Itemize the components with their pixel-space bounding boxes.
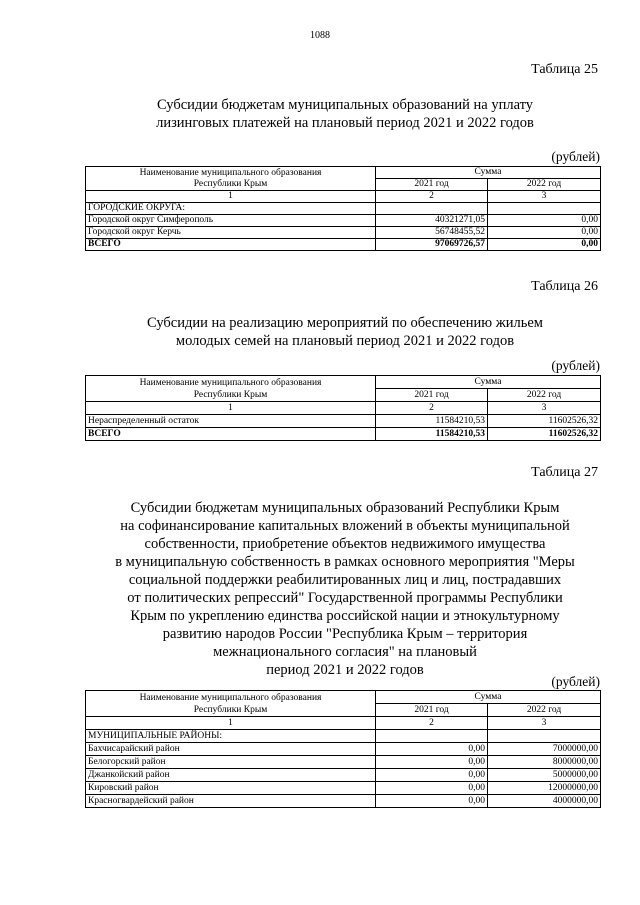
row-value-2022 — [488, 730, 601, 743]
row-name: Белогорский район — [86, 756, 376, 769]
sum-header: Сумма — [376, 691, 601, 704]
row-value-2022: 0,00 — [488, 215, 601, 227]
year-2021-header: 2021 год — [376, 704, 488, 717]
year-2022-header: 2022 год — [488, 389, 601, 402]
table-row — [86, 215, 601, 227]
column-number: 2 — [376, 717, 488, 730]
row-value-2022: 8000000,00 — [488, 756, 601, 769]
column-number: 3 — [488, 402, 601, 415]
row-name: ГОРОДСКИЕ ОКРУГА: — [86, 203, 376, 215]
total-row — [86, 428, 601, 441]
title-line: молодых семей на плановый период 2021 и 2022 годов — [175, 333, 515, 349]
title-line: развитию народов России "Республика Крым – территория — [162, 626, 528, 642]
title-line: Субсидии бюджетам муниципальных образований на уплату — [156, 97, 534, 113]
table-26 — [85, 375, 601, 441]
title-line: лизинговых платежей на плановый период 2021 и 2022 годов — [156, 115, 534, 131]
header-row — [86, 167, 601, 179]
row-value-2022: 11602526,32 — [488, 428, 601, 441]
table-27-label: Таблица 27 — [531, 465, 598, 480]
table-26-title — [60, 314, 630, 350]
header-row — [86, 376, 601, 389]
table-row — [86, 782, 601, 795]
title-line: социальной поддержки реабилитированных лиц и лиц, пострадавших — [128, 572, 562, 588]
row-value-2022: 0,00 — [488, 227, 601, 239]
table-25-label: Таблица 25 — [531, 62, 598, 77]
name-header — [86, 167, 376, 191]
table-row — [86, 227, 601, 239]
name-header-line1: Наименование муниципального образования — [139, 692, 322, 703]
row-value-2022: 7000000,00 — [488, 743, 601, 756]
column-number-row — [86, 191, 601, 203]
column-number: 3 — [488, 191, 601, 203]
row-value-2021: 0,00 — [376, 795, 488, 808]
row-name: Красногвардейский район — [86, 795, 376, 808]
column-number: 3 — [488, 717, 601, 730]
name-header — [86, 691, 376, 717]
table-row — [86, 203, 601, 215]
total-row — [86, 239, 601, 251]
sum-header: Сумма — [376, 376, 601, 389]
table-26-label: Таблица 26 — [531, 279, 598, 294]
column-number: 1 — [86, 191, 376, 203]
row-name: Бахчисарайский район — [86, 743, 376, 756]
row-value-2022: 0,00 — [488, 239, 601, 251]
title-line: собственности, приобретение объектов недвижимого имущества — [144, 536, 546, 552]
row-value-2021: 0,00 — [376, 743, 488, 756]
table-row — [86, 743, 601, 756]
row-value-2022 — [488, 203, 601, 215]
table-27 — [85, 690, 601, 808]
title-line: Крым по укреплению единства российской нации и этнокультурному — [130, 608, 560, 624]
name-header-line1: Наименование муниципального образования — [139, 377, 322, 388]
sum-header: Сумма — [376, 167, 601, 179]
row-value-2021: 0,00 — [376, 769, 488, 782]
year-2022-header: 2022 год — [488, 704, 601, 717]
row-name: Городской округ Керчь — [86, 227, 376, 239]
name-header-line2: Республики Крым — [193, 178, 268, 189]
name-header-line2: Республики Крым — [193, 704, 268, 715]
page-number: 1088 — [310, 30, 330, 41]
table-row — [86, 769, 601, 782]
table-row — [86, 756, 601, 769]
table-25-units: (рублей) — [551, 149, 600, 164]
row-value-2021 — [376, 730, 488, 743]
row-value-2021: 11584210,53 — [376, 415, 488, 428]
row-value-2021: 97069726,57 — [376, 239, 488, 251]
name-header — [86, 376, 376, 402]
row-value-2021: 0,00 — [376, 782, 488, 795]
row-name: МУНИЦИПАЛЬНЫЕ РАЙОНЫ: — [86, 730, 376, 743]
title-line: в муниципальную собственность в рамках основного мероприятия "Меры — [115, 554, 575, 570]
name-header-line2: Республики Крым — [193, 389, 268, 400]
year-2021-header: 2021 год — [376, 389, 488, 402]
column-number: 2 — [376, 191, 488, 203]
table-26-units: (рублей) — [551, 358, 600, 373]
title-line: межнационального согласия" на плановый — [213, 644, 477, 660]
row-name: Городской округ Симферополь — [86, 215, 376, 227]
title-line: от политических репрессий" Государственной программы Республики — [127, 590, 563, 606]
row-value-2021: 40321271,05 — [376, 215, 488, 227]
row-value-2021: 11584210,53 — [376, 428, 488, 441]
column-number-row — [86, 402, 601, 415]
row-value-2022: 4000000,00 — [488, 795, 601, 808]
table-row — [86, 795, 601, 808]
row-value-2022: 12000000,00 — [488, 782, 601, 795]
table-25-title — [60, 96, 630, 132]
row-value-2021: 0,00 — [376, 756, 488, 769]
column-number: 1 — [86, 717, 376, 730]
table-row — [86, 415, 601, 428]
year-2022-header: 2022 год — [488, 179, 601, 191]
table-27-title — [60, 499, 630, 679]
title-line: на софинансирование капитальных вложений в объекты муниципальной — [120, 518, 570, 534]
name-header-line1: Наименование муниципального образования — [139, 167, 322, 178]
row-name: Нераспределенный остаток — [86, 415, 376, 428]
table-25 — [85, 166, 601, 251]
column-number-row — [86, 717, 601, 730]
table-row — [86, 730, 601, 743]
row-name: Кировский район — [86, 782, 376, 795]
row-value-2022: 5000000,00 — [488, 769, 601, 782]
column-number: 2 — [376, 402, 488, 415]
year-2021-header: 2021 год — [376, 179, 488, 191]
row-name: Джанкойский район — [86, 769, 376, 782]
row-value-2021: 56748455,52 — [376, 227, 488, 239]
row-name: ВСЕГО — [86, 239, 376, 251]
title-line: период 2021 и 2022 годов — [266, 662, 424, 678]
header-row — [86, 691, 601, 704]
row-value-2022: 11602526,32 — [488, 415, 601, 428]
row-value-2021 — [376, 203, 488, 215]
row-name: ВСЕГО — [86, 428, 376, 441]
column-number: 1 — [86, 402, 376, 415]
title-line: Субсидии на реализацию мероприятий по обеспечению жильем — [147, 315, 543, 331]
table-27-units: (рублей) — [551, 674, 600, 689]
title-line: Субсидии бюджетам муниципальных образований Республики Крым — [130, 500, 560, 516]
